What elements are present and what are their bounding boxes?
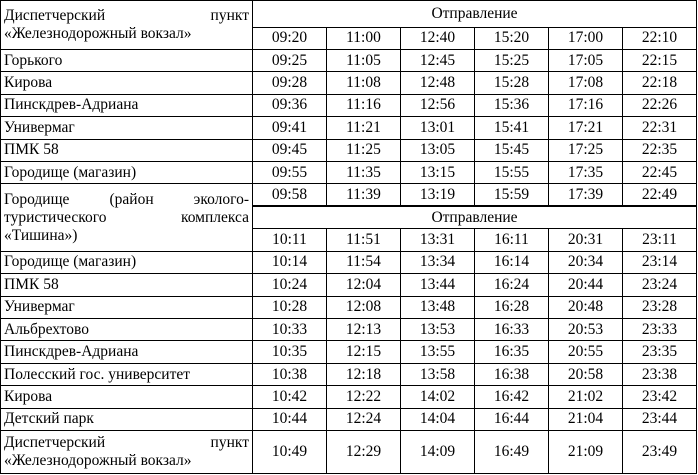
departure-time: 09:28: [253, 72, 327, 94]
departure-time: 17:08: [549, 72, 623, 94]
stop-name: Пинскдрев-Адриана: [1, 341, 253, 363]
departure-time: 10:24: [253, 274, 327, 296]
departure-time: 16:49: [475, 431, 549, 474]
departure-time: 17:35: [549, 162, 623, 184]
departure-time: 15:45: [475, 139, 549, 161]
departure-time: 16:35: [475, 341, 549, 363]
departure-time: 21:04: [549, 408, 623, 430]
departure-time: 10:49: [253, 431, 327, 474]
timetable-row: [1, 386, 697, 408]
departure-time: 11:05: [327, 49, 401, 71]
departure-time: 09:36: [253, 94, 327, 116]
departure-time: 12:40: [401, 27, 475, 49]
departure-time: 23:28: [623, 296, 697, 318]
departure-time: 22:26: [623, 94, 697, 116]
departure-time: 17:05: [549, 49, 623, 71]
departure-time: 13:34: [401, 251, 475, 273]
departure-time: 12:56: [401, 94, 475, 116]
departure-time: 23:33: [623, 318, 697, 340]
departure-time: 09:55: [253, 162, 327, 184]
departure-time: 10:33: [253, 318, 327, 340]
stop-name: Городище (магазин): [1, 162, 253, 184]
stop-name: ПМК 58: [1, 274, 253, 296]
departure-time: 12:18: [327, 363, 401, 385]
departure-time: 17:00: [549, 27, 623, 49]
stop-name: Альбрехтово: [1, 318, 253, 340]
timetable-row: [1, 162, 697, 184]
departure-time: 14:04: [401, 408, 475, 430]
timetable-row: [1, 318, 697, 340]
departure-time: 21:09: [549, 431, 623, 474]
departure-time: 13:01: [401, 117, 475, 139]
departure-time: 12:45: [401, 49, 475, 71]
departure-time: 17:39: [549, 184, 623, 206]
timetable-row: [1, 408, 697, 430]
timetable-row: [1, 139, 697, 161]
departure-time: 23:49: [623, 431, 697, 474]
departure-time: 09:20: [253, 27, 327, 49]
departure-time: 15:20: [475, 27, 549, 49]
departure-time: 16:14: [475, 251, 549, 273]
departure-time: 15:25: [475, 49, 549, 71]
departure-time: 13:05: [401, 139, 475, 161]
departure-time: 13:19: [401, 184, 475, 206]
departure-time: 10:11: [253, 229, 327, 251]
timetable-row: [1, 431, 697, 474]
stop-name: Универмаг: [1, 296, 253, 318]
departure-time: 16:44: [475, 408, 549, 430]
departure-time: 11:25: [327, 139, 401, 161]
timetable-row: [1, 49, 697, 71]
departure-time: 20:44: [549, 274, 623, 296]
stop-name: Полесский гос. университет: [1, 363, 253, 385]
departure-time: 23:44: [623, 408, 697, 430]
stop-name: Кирова: [1, 72, 253, 94]
departure-time: 12:22: [327, 386, 401, 408]
departure-time: 15:36: [475, 94, 549, 116]
departure-time: 13:31: [401, 229, 475, 251]
departure-time: 20:31: [549, 229, 623, 251]
departure-time: 17:21: [549, 117, 623, 139]
stop-name: Городище (магазин): [1, 251, 253, 273]
departure-time: 22:49: [623, 184, 697, 206]
departure-time: 12:08: [327, 296, 401, 318]
departure-time: 22:31: [623, 117, 697, 139]
departure-time: 23:42: [623, 386, 697, 408]
departure-time: 16:42: [475, 386, 549, 408]
stop-name: Диспетчерский пункт «Железнодорожный вокзал»: [1, 1, 253, 50]
departure-time: 16:33: [475, 318, 549, 340]
departure-time: 09:45: [253, 139, 327, 161]
departure-time: 22:35: [623, 139, 697, 161]
departure-time: 13:48: [401, 296, 475, 318]
departure-time: 22:45: [623, 162, 697, 184]
timetable-row: [1, 117, 697, 139]
stop-name: Городище (район эколого-туристического комплекса «Тишина»): [1, 184, 253, 251]
departure-time: 12:15: [327, 341, 401, 363]
departure-time: 11:51: [327, 229, 401, 251]
stop-name: Диспетчерский пункт «Железнодорожный вокзал»: [1, 431, 253, 474]
departure-time: 10:14: [253, 251, 327, 273]
departure-time: 12:24: [327, 408, 401, 430]
departure-time: 11:00: [327, 27, 401, 49]
departure-time: 13:44: [401, 274, 475, 296]
departure-time: 15:55: [475, 162, 549, 184]
departure-time: 14:02: [401, 386, 475, 408]
timetable-row: [1, 341, 697, 363]
stop-name: Пинскдрев-Адриана: [1, 94, 253, 116]
departure-time: 13:58: [401, 363, 475, 385]
departure-time: 10:35: [253, 341, 327, 363]
departure-time: 11:54: [327, 251, 401, 273]
departure-time: 16:24: [475, 274, 549, 296]
departure-time: 20:53: [549, 318, 623, 340]
departure-time: 15:41: [475, 117, 549, 139]
departure-time: 23:24: [623, 274, 697, 296]
departure-time: 16:11: [475, 229, 549, 251]
departure-time: 11:21: [327, 117, 401, 139]
timetable-row-section1-header: [1, 1, 697, 28]
departure-time: 15:59: [475, 184, 549, 206]
departure-time: 16:38: [475, 363, 549, 385]
timetable-row: [1, 251, 697, 273]
departure-header: Отправление: [253, 206, 697, 228]
departure-time: 22:15: [623, 49, 697, 71]
departure-time: 20:58: [549, 363, 623, 385]
departure-time: 17:16: [549, 94, 623, 116]
departure-time: 12:04: [327, 274, 401, 296]
departure-time: 20:48: [549, 296, 623, 318]
departure-header: Отправление: [253, 1, 697, 28]
departure-time: 12:48: [401, 72, 475, 94]
departure-time: 20:34: [549, 251, 623, 273]
departure-time: 09:58: [253, 184, 327, 206]
timetable-row: [1, 363, 697, 385]
departure-time: 13:15: [401, 162, 475, 184]
departure-time: 15:28: [475, 72, 549, 94]
timetable-row: [1, 296, 697, 318]
departure-time: 12:29: [327, 431, 401, 474]
departure-time: 10:28: [253, 296, 327, 318]
departure-time: 11:35: [327, 162, 401, 184]
departure-time: 11:16: [327, 94, 401, 116]
stop-name: Детский парк: [1, 408, 253, 430]
stop-name: Горького: [1, 49, 253, 71]
departure-time: 13:53: [401, 318, 475, 340]
departure-time: 22:18: [623, 72, 697, 94]
departure-time: 10:42: [253, 386, 327, 408]
departure-time: 09:41: [253, 117, 327, 139]
departure-time: 09:25: [253, 49, 327, 71]
departure-time: 23:38: [623, 363, 697, 385]
departure-time: 11:08: [327, 72, 401, 94]
departure-time: 10:44: [253, 408, 327, 430]
departure-time: 11:39: [327, 184, 401, 206]
departure-time: 23:14: [623, 251, 697, 273]
departure-time: 14:09: [401, 431, 475, 474]
departure-time: 12:13: [327, 318, 401, 340]
departure-time: 23:35: [623, 341, 697, 363]
timetable-row: [1, 72, 697, 94]
departure-time: 13:55: [401, 341, 475, 363]
timetable-row: [1, 94, 697, 116]
departure-time: 23:11: [623, 229, 697, 251]
timetable-row: [1, 274, 697, 296]
departure-time: 10:38: [253, 363, 327, 385]
timetable-row: [1, 184, 697, 206]
departure-time: 20:55: [549, 341, 623, 363]
departure-time: 21:02: [549, 386, 623, 408]
stop-name: Кирова: [1, 386, 253, 408]
stop-name: ПМК 58: [1, 139, 253, 161]
departure-time: 17:25: [549, 139, 623, 161]
stop-name: Универмаг: [1, 117, 253, 139]
timetable-body: [1, 1, 697, 474]
departure-time: 22:10: [623, 27, 697, 49]
departure-time: 16:28: [475, 296, 549, 318]
